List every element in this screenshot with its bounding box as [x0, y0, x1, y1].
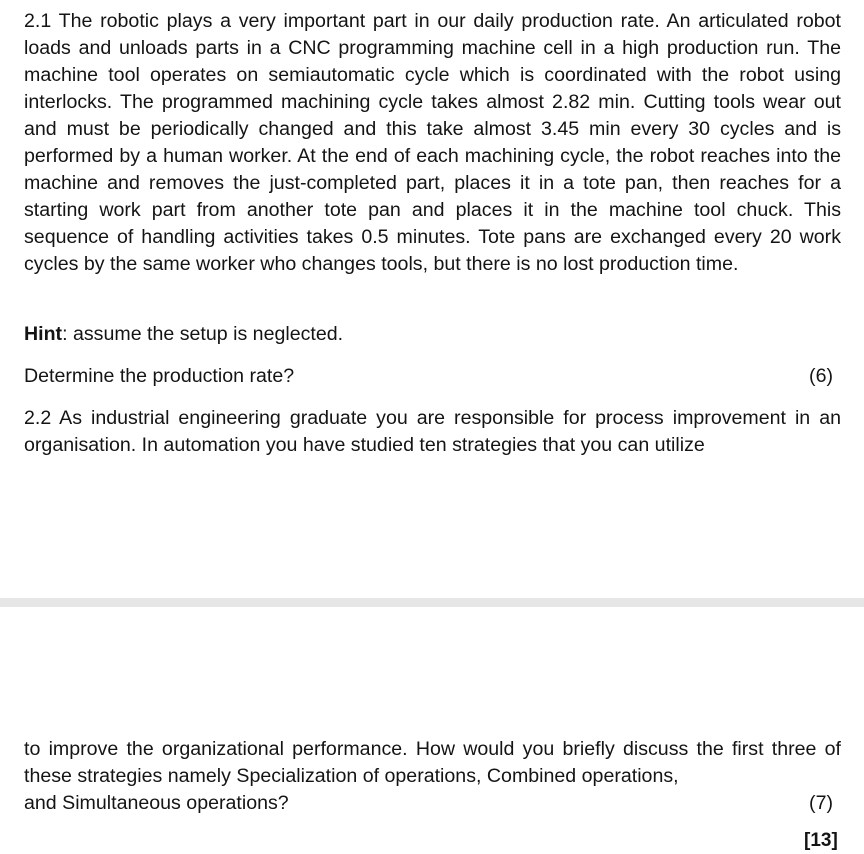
question-2-1-prompt: Determine the production rate?	[24, 365, 295, 387]
question-2-2-continued	[24, 736, 841, 817]
question-2-2-last-row	[24, 790, 833, 817]
total-marks: [13]	[804, 830, 838, 851]
question-2-1-marks: (6)	[809, 365, 833, 387]
question-2-2-text-part1: 2.2 As industrial engineering graduate you are responsible for process improvement in an organisation. In automation you have studied ten strategies that you can utilize	[24, 407, 841, 456]
hint-line	[24, 321, 841, 348]
hint-text: : assume the setup is neglected.	[62, 323, 344, 345]
question-2-2-marks: (7)	[809, 792, 833, 814]
page-break-divider	[0, 598, 864, 607]
question-2-1-prompt-row	[24, 363, 833, 390]
question-2-1-text: 2.1 The robotic plays a very important part in our daily production rate. An articulated robot loads and unloads parts in a CNC programming machine cell in a high production run. The machine tool operates on semiautomatic cycle which is coordinated with the robot using interlocks. The programmed machining cycle takes almost 2.82 min. Cutting tools wear out and must be periodically changed and this take almost 3.45 min every 30 cycles and is performed by a human worker. At the end of each machining cycle, the robot reaches into the machine and removes the just-completed part, places it in a tote pan, then reaches for a starting work part from another tote pan and places it in the machine tool chuck. This sequence of handling activities takes 0.5 minutes. Tote pans are exchanged every 20 work cycles by the same worker who changes tools, but there is no lost production time.	[24, 10, 841, 275]
question-2-2-last-line: and Simultaneous operations?	[24, 792, 289, 814]
question-2-2-text-part2: to improve the organizational performance. How would you briefly discuss the first three of these strategies namely Specialization of operations, Combined operations,	[24, 738, 841, 787]
hint-label: Hint	[24, 323, 63, 345]
